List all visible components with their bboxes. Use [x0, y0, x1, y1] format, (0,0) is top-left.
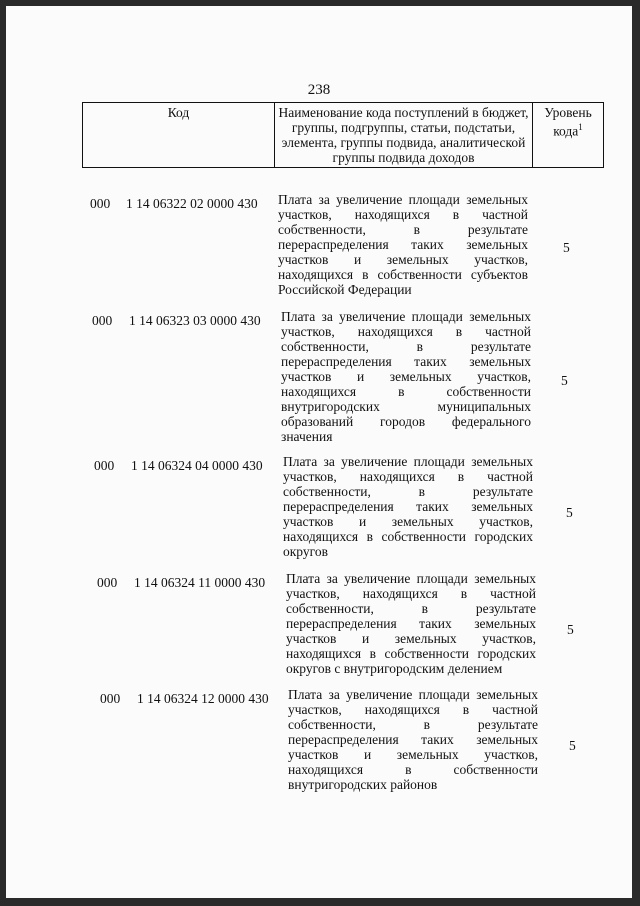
- table-row: [6, 192, 632, 312]
- row-code: 1 14 06324 11 0000 430: [134, 575, 266, 590]
- row-level: 5: [566, 505, 573, 520]
- row-name: Плата за увеличение площади земельных участков, находящихся в частной собственности, в результате перераспределения таких земельных участков и земельных участков, находящихся в собственности субъектов Российской Федерации: [278, 192, 528, 297]
- document-page: [6, 6, 632, 898]
- row-code: 1 14 06323 03 0000 430: [129, 313, 261, 328]
- table-row: [6, 571, 632, 691]
- row-prefix: 000: [94, 458, 115, 473]
- table-row: [6, 454, 632, 574]
- header-code: Код: [83, 103, 275, 168]
- row-name: Плата за увеличение площади земельных участков, находящихся в частной собственности, в результате перераспределения таких земельных участков и земельных участков, находящихся в собственности внутригородских районов: [288, 687, 538, 792]
- row-code: 1 14 06322 02 0000 430: [126, 196, 258, 211]
- row-name: Плата за увеличение площади земельных участков, находящихся в частной собственности, в результате перераспределения таких земельных участков и земельных участков, находящихся в собственности городских округов: [283, 454, 533, 559]
- row-prefix: 000: [90, 196, 111, 211]
- row-name: Плата за увеличение площади земельных участков, находящихся в частной собственности, в результате перераспределения таких земельных участков и земельных участков, находящихся в собственности внутригородских муниципальных образований городов федерального значения: [281, 309, 531, 444]
- header-level: [533, 103, 604, 168]
- footnote-marker: 1: [578, 122, 583, 132]
- row-code: 1 14 06324 04 0000 430: [131, 458, 263, 473]
- header-level-label: Уровень кода: [544, 105, 592, 139]
- row-code: 1 14 06324 12 0000 430: [137, 691, 269, 706]
- row-prefix: 000: [100, 691, 121, 706]
- table-row: [6, 309, 632, 459]
- row-level: 5: [561, 373, 568, 388]
- table-header: [82, 102, 604, 168]
- row-name: Плата за увеличение площади земельных участков, находящихся в частной собственности, в результате перераспределения таких земельных участков и земельных участков, находящихся в собственности городских округов с внутригородским делением: [286, 571, 536, 676]
- header-name: Наименование кода поступлений в бюджет, группы, подгруппы, статьи, подстатьи, элемента, группы подвида, аналитической группы подвида доходов: [275, 103, 533, 168]
- page-number: 238: [307, 82, 331, 98]
- row-level: 5: [563, 240, 570, 255]
- table-row: [6, 687, 632, 807]
- row-prefix: 000: [97, 575, 118, 590]
- row-level: 5: [569, 738, 576, 753]
- row-level: 5: [567, 622, 574, 637]
- row-prefix: 000: [92, 313, 113, 328]
